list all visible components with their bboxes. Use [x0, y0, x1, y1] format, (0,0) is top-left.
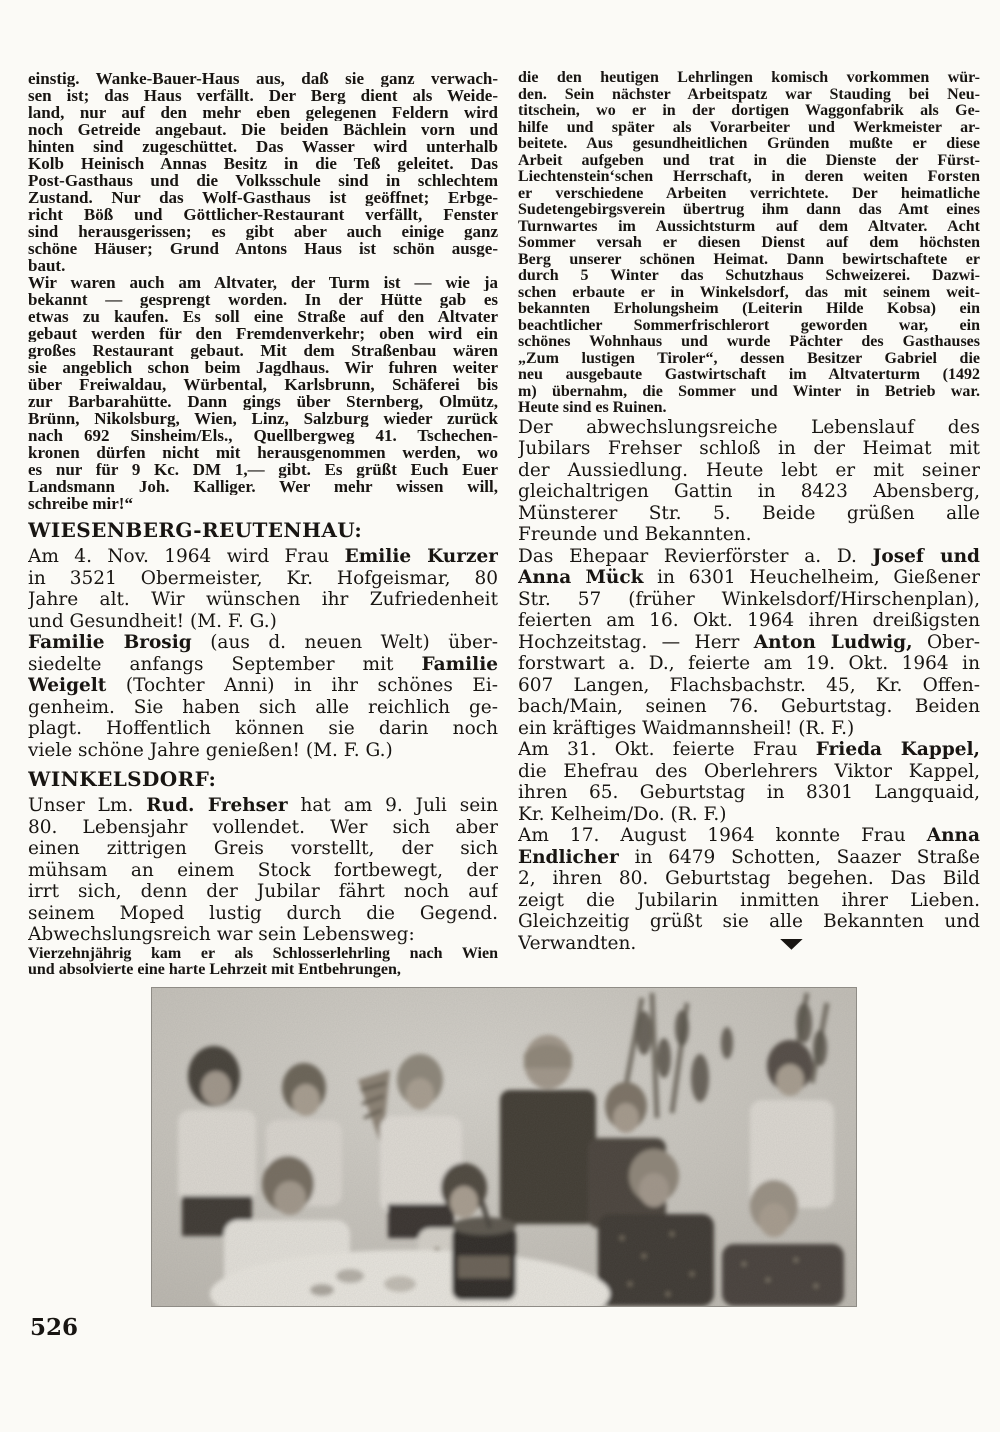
paragraph: [518, 417, 980, 546]
text-line: Turnwartes im Aussichtsturm auf dem Altvater. Acht: [518, 218, 980, 235]
text-line: Das Ehepaar Revierförster a. D. Josef und: [518, 545, 980, 567]
text-line: Kr. Kelheim/Do. (R. F.): [518, 803, 727, 825]
paragraph: [28, 632, 498, 761]
paragraph: [28, 795, 498, 946]
section-heading: [28, 517, 498, 543]
text-line: seinem Moped lustig durch die Gegend.: [28, 902, 498, 924]
page-number: 526: [30, 1314, 79, 1341]
text-line: er verschiedene Arbeiten verrichtete. Der heimatliche: [518, 185, 980, 202]
text-line: schreibe mir!“: [28, 495, 133, 512]
text-line: beitete. Aus gesundheitlichen Gründen mußte er diese: [518, 136, 980, 152]
text-line: Landsmann Joh. Kalliger. Wer mehr wissen will,: [28, 478, 498, 495]
text-line: Jubilars Frehser schloß in der Heimat mit: [518, 438, 980, 459]
text-line: Am 31. Okt. feierte Frau Frieda Kappel,: [518, 739, 980, 760]
text-line: Sudetengebirgsverein übertrug ihm dann das Amt eines: [518, 202, 980, 218]
text-line: Weigelt (Tochter Anni) in ihr schönes Ei-: [28, 675, 498, 696]
text-line: die Ehefrau des Oberlehrers Viktor Kappel,: [518, 760, 980, 782]
text-line: Münsterer Str. 5. Beide grüßen alle: [518, 502, 980, 524]
text-line: Post-Gasthaus und die Volksschule sind in schlechtem: [28, 172, 498, 189]
text-line: schönes Wohnhaus und wurde Pächter des Gasthauses: [518, 334, 980, 350]
text-line: in 3521 Obermeister, Kr. Hofgeismar, 80: [28, 567, 498, 589]
text-line: richt Böß und Göttlicher-Restaurant verfällt, Fenster: [28, 206, 498, 223]
text-line: und Gesundheit! (M. F. G.): [28, 610, 277, 632]
text-line: Heute sind es Ruinen.: [518, 400, 667, 416]
text-line: bekannt — gesprengt worden. In der Hütte gab es: [28, 291, 498, 308]
text-line: „Zum lustigen Tiroler“, dessen Besitzer Gabriel die: [518, 350, 980, 367]
paragraph: [518, 739, 980, 825]
text-line: Hochzeitstag. — Herr Anton Ludwig, Ober-: [518, 631, 980, 653]
paragraph: [518, 70, 980, 417]
text-line: Endlicher in 6479 Schotten, Saazer Straße: [518, 846, 980, 868]
paragraph: [518, 546, 980, 740]
text-line: großes Restaurant gebaut. Mit dem Straßenbau wären: [28, 342, 498, 359]
text-line: forstwart a. D., feierte am 19. Okt. 1964 in: [518, 653, 980, 674]
text-line: schen erbaute er in Winkelsdorf, das mit seinem weit-: [518, 284, 980, 301]
group-photo: [152, 988, 856, 1306]
text-line: land, nur auf den mehr eben gelegenen Feldern wird: [28, 104, 498, 121]
text-line: 607 Langen, Flachsbachstr. 45, Kr. Offen-: [518, 674, 980, 696]
left-column: [28, 70, 498, 979]
text-line: bach/Main, seinen 76. Geburtstag. Beiden: [518, 696, 980, 717]
text-line: irrt sich, denn der Jubilar fährt noch auf: [28, 881, 498, 902]
text-line: viele schöne Jahre genießen! (M. F. G.): [28, 739, 393, 761]
text-line: und absolvierte eine harte Lehrzeit mit Entbehrungen,: [28, 962, 401, 978]
text-line: siedelte anfangs September mit Familie: [28, 653, 498, 675]
text-line: Kolb Heinisch Annas Besitz in die Teß geleitet. Das: [28, 155, 498, 172]
text-line: Am 17. August 1964 konnte Frau Anna: [518, 825, 980, 846]
text-line: mühsam an einem Stock fortbewegt, der: [28, 859, 498, 881]
text-line: Unser Lm. Rud. Frehser hat am 9. Juli sein: [28, 795, 498, 816]
text-line: ihren 65. Geburtstag in 8301 Langquaid,: [518, 782, 980, 803]
text-line: es nur für 9 Kc. DM 1,— gibt. Es grüßt Euch Euer: [28, 461, 498, 478]
text-line: Zustand. Nur das Wolf-Gasthaus ist geöffnet; Erbge-: [28, 189, 498, 206]
paragraph: [28, 546, 498, 632]
text-line: sen ist; das Haus verfällt. Der Berg dient als Weide-: [28, 87, 498, 104]
text-line: noch Getreide angebaut. Die beiden Bächlein vorn und: [28, 121, 498, 138]
text-line: 80. Lebensjahr vollendet. Wer sich aber: [28, 816, 498, 838]
text-line: durch 5 Winter das Schutzhaus Schweizerei. Dazwi-: [518, 268, 980, 284]
text-line: Wir waren auch am Altvater, der Turm ist — wie ja: [28, 274, 498, 291]
text-line: Brünn, Nikolsburg, Wien, Linz, Salzburg wieder zurück: [28, 410, 498, 427]
text-line: Sommer versah er diesen Dienst auf dem höchsten: [518, 235, 980, 251]
text-line: gebaut werden für den Fremdenverkehr; oben wird ein: [28, 325, 498, 342]
text-line: Vierzehnjährig kam er als Schlosserlehrling nach Wien: [28, 945, 498, 962]
text-line: sie angeblich schon beim Jagdhaus. Wir fuhren weiter: [28, 359, 498, 376]
text-line: baut.: [28, 257, 66, 274]
text-line: die den heutigen Lehrlingen komisch vorkommen wür-: [518, 70, 980, 86]
text-line: bekannten Erholungsheim (Leiterin Hilde Kobsa) ein: [518, 301, 980, 317]
text-line: feierten am 16. Okt. 1964 ihren dreißigsten: [518, 610, 980, 631]
text-line: zur Barbarahütte. Dann gings über Sternberg, Olmütz,: [28, 393, 498, 410]
text-line: Liechtenstein‘schen Herrschaft, in deren weiten Forsten: [518, 169, 980, 185]
text-line: WIESENBERG-REUTENHAU:: [28, 518, 363, 542]
text-line: plagt. Hoffentlich können sie darin noch: [28, 718, 498, 739]
paragraph: [28, 274, 498, 512]
text-line: über Freiwaldau, Würbental, Karlsbrunn, Schäferei bis: [28, 376, 498, 393]
paragraph: [518, 825, 980, 955]
paragraph: [28, 946, 498, 979]
text-line: den. Sein nächster Arbeitspatz war Stauding bei Neu-: [518, 86, 980, 103]
paragraph: [28, 70, 498, 274]
text-line: gleichaltrigen Gattin in 8423 Abensberg,: [518, 481, 980, 502]
text-line: Freunde und Bekannten.: [518, 524, 752, 545]
text-line: einstig. Wanke-Bauer-Haus aus, daß sie ganz verwach-: [28, 70, 498, 87]
text-line: beachtlicher Sommerfrischlerort geworden war, ein: [518, 317, 980, 334]
text-line: nach 692 Sinsheim/Els., Quellbergweg 41. Tschechen-: [28, 427, 498, 444]
text-line: Abwechslungsreich war sein Lebensweg:: [28, 924, 415, 945]
text-line: m) übernahm, die Sommer und Winter in Betrieb war.: [518, 383, 980, 400]
text-line: Anna Mück in 6301 Heuchelheim, Gießener: [518, 567, 980, 588]
text-line: schöne Häuser; Grund Antons Haus ist schön ausge-: [28, 240, 498, 257]
text-line: sind herausgerissen; es gibt aber auch einige ganz: [28, 223, 498, 240]
text-line: hilfe und später als Vorarbeiter und Werkmeister ar-: [518, 119, 980, 136]
text-line: Jahre alt. Wir wünschen ihr Zufriedenheit: [28, 589, 498, 610]
text-line: etwas zu kaufen. Es soll eine Straße auf den Altvater: [28, 308, 498, 325]
text-line: Gleichzeitig grüßt sie alle Bekannten und: [518, 911, 980, 932]
text-line: hinten sind zugeschüttet. Das Wasser wird unterhalb: [28, 138, 498, 155]
text-line: ein kräftiges Waidmannsheil! (R. F.): [518, 717, 855, 739]
text-line: neu ausgebaute Gastwirtschaft im Altvaterturm (1492: [518, 367, 980, 383]
text-line: Str. 57 (früher Winkelsdorf/Hirschenplan),: [518, 588, 980, 610]
text-line: Der abwechslungsreiche Lebenslauf des: [518, 416, 980, 438]
down-triangle-icon: ▼: [780, 935, 803, 952]
text-line: Arbeit aufgeben und trat in die Dienste der Fürst-: [518, 152, 980, 169]
group-photo-illustration: [152, 988, 856, 1306]
text-line: einen zittrigen Greis vorstellt, der sich: [28, 838, 498, 859]
text-line: genheim. Sie haben sich alle reichlich ge-: [28, 696, 498, 718]
text-line: kronen dürfen nicht mit herausgenommen werden, wo: [28, 444, 498, 461]
text-line: Verwandten. ▼: [518, 932, 803, 954]
section-heading: [28, 766, 498, 792]
text-line: WINKELSDORF:: [28, 767, 217, 791]
text-line: 2, ihren 80. Geburtstag begehen. Das Bild: [518, 868, 980, 889]
text-line: zeigt die Jubilarin inmitten ihrer Lieben.: [518, 889, 980, 911]
text-line: Am 4. Nov. 1964 wird Frau Emilie Kurzer: [28, 546, 498, 567]
text-line: Familie Brosig (aus d. neuen Welt) über-: [28, 632, 498, 653]
text-line: titschein, wo er in der dortigen Waggonfabrik als Ge-: [518, 103, 980, 119]
text-line: Berg unserer schönen Heimat. Dann bewirtschaftete er: [518, 251, 980, 268]
text-line: der Aussiedlung. Heute lebt er mit seiner: [518, 459, 980, 481]
right-column: [518, 70, 980, 955]
